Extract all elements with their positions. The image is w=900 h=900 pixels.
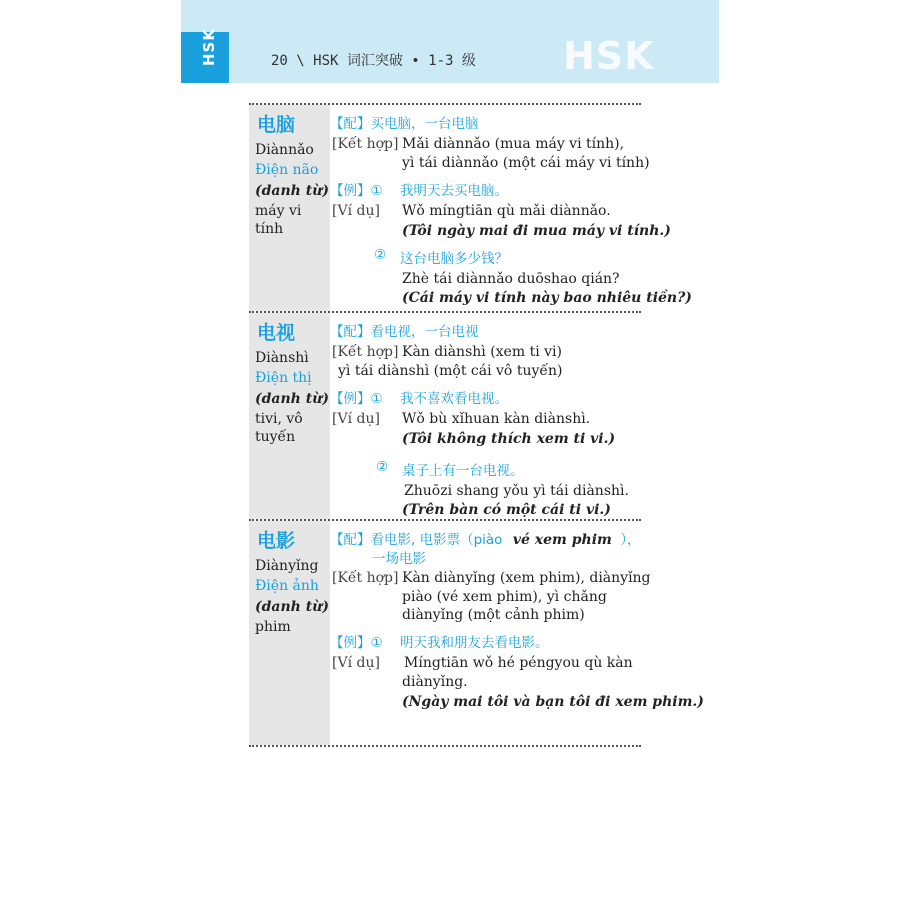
entry-vietnamese: Điện não	[255, 162, 319, 178]
collocation-cn: 一场电影	[372, 551, 426, 567]
page-title: 20 \ HSK 词汇突破 • 1-3 级	[271, 53, 476, 69]
kethop-tag: [Kết hợp]	[332, 570, 399, 586]
entry-meaning-line: máy vi	[255, 203, 302, 219]
example-2-pinyin: Zhè tái diànnǎo duōshao qián?	[402, 271, 620, 287]
collocation-pinyin: Kàn diànyǐng (xem phim), diànyǐng	[402, 570, 651, 586]
collocation-pinyin: yì tái diànshì (một cái vô tuyến)	[338, 363, 563, 379]
entry-meaning	[255, 618, 327, 636]
collocation-vi: vé xem phim	[512, 532, 612, 548]
example-label: 【例】①	[330, 391, 383, 407]
collocation-cn: 【配】看电视，一台电视	[330, 324, 479, 340]
example-2-cn: 桌子上有一台电视。	[402, 463, 524, 479]
entry-headword-column	[249, 521, 330, 745]
vidu-tag: [Ví dụ]	[332, 203, 380, 219]
entry-headword-column	[249, 105, 330, 311]
kethop-tag: [Kết hợp]	[332, 344, 399, 360]
vidu-tag: [Ví dụ]	[332, 411, 380, 427]
hsk-tab-label: HSK	[200, 28, 218, 66]
example-1-cn: 我明天去买电脑。	[400, 183, 508, 199]
collocation-pinyin: Kàn diànshì (xem ti vi)	[402, 344, 562, 360]
example-2-number: ②	[374, 247, 387, 263]
example-2-vietnamese: (Cái máy vi tính này bao nhiêu tiền?)	[402, 290, 692, 306]
entry-vietnamese: Điện thị	[255, 370, 312, 386]
entry-meaning-line: tivi, vô	[255, 411, 303, 427]
example-label: 【例】①	[330, 183, 383, 199]
vocab-entry-dianshi	[249, 311, 641, 519]
vocab-entry-diannao	[249, 103, 692, 311]
entry-part-of-speech: (danh từ)	[255, 599, 329, 615]
page-header	[181, 0, 719, 83]
example-1-pinyin: diànyǐng.	[402, 674, 468, 690]
collocation-cn: 【配】买电脑，一台电脑	[330, 116, 479, 132]
book-page	[181, 0, 719, 900]
hsk-side-tab	[181, 28, 229, 83]
entry-pinyin: Diànnǎo	[255, 142, 314, 158]
entry-hanzi: 电影	[257, 530, 296, 552]
entry-meaning-line: tính	[255, 221, 284, 237]
entry-vietnamese: Điện ảnh	[255, 578, 319, 594]
vocab-entry-dianying	[249, 519, 704, 747]
hsk-logo: HSK	[563, 34, 655, 78]
kethop-tag: [Kết hợp]	[332, 136, 399, 152]
example-1-cn: 我不喜欢看电视。	[400, 391, 508, 407]
entry-meaning	[255, 410, 327, 446]
entry-part-of-speech: (danh từ)	[255, 391, 329, 407]
collocation-pinyin: diànyǐng (một cảnh phim)	[402, 607, 585, 623]
collocation-pinyin: yì tái diànnǎo (một cái máy vi tính)	[402, 155, 650, 171]
collocation-pinyin: piào (vé xem phim), yì chǎng	[402, 589, 607, 605]
collocation-pinyin: Mǎi diànnǎo (mua máy vi tính),	[402, 136, 625, 152]
entry-hanzi: 电脑	[257, 114, 296, 136]
example-1-cn: 明天我和朋友去看电影。	[400, 635, 549, 651]
example-2-pinyin: Zhuōzi shang yǒu yì tái diànshì.	[404, 483, 629, 499]
entry-hanzi: 电视	[257, 322, 296, 344]
entry-headword-column	[249, 313, 330, 519]
example-1-vietnamese: (Ngày mai tôi và bạn tôi đi xem phim.)	[402, 694, 704, 710]
example-2-cn: 这台电脑多少钱？	[400, 251, 508, 267]
vidu-tag: [Ví dụ]	[332, 655, 380, 671]
example-2-vietnamese: (Trên bàn có một cái ti vi.)	[402, 502, 611, 518]
example-label: 【例】①	[330, 635, 383, 651]
example-1-vietnamese: (Tôi không thích xem ti vi.)	[402, 431, 616, 447]
entry-meaning	[255, 202, 327, 238]
collocation-cn: 【配】看电影, 电影票（piào	[330, 532, 503, 548]
example-1-pinyin: Míngtiān wǒ hé péngyou qù kàn	[404, 655, 633, 671]
collocation-line	[330, 528, 641, 548]
entry-pinyin: Diànshì	[255, 350, 309, 366]
example-1-vietnamese: (Tôi ngày mai đi mua máy vi tính.)	[402, 223, 671, 239]
collocation-cn-end: ），	[620, 532, 641, 548]
example-2-number: ②	[376, 459, 389, 475]
entry-part-of-speech: (danh từ)	[255, 183, 329, 199]
entry-pinyin: Diànyǐng	[255, 558, 319, 574]
vocabulary-entries	[249, 103, 704, 747]
example-1-pinyin: Wǒ bù xǐhuan kàn diànshì.	[402, 411, 591, 427]
entry-meaning-line: phim	[255, 619, 291, 635]
entry-meaning-line: tuyến	[255, 429, 296, 445]
example-1-pinyin: Wǒ míngtiān qù mǎi diànnǎo.	[402, 203, 611, 219]
